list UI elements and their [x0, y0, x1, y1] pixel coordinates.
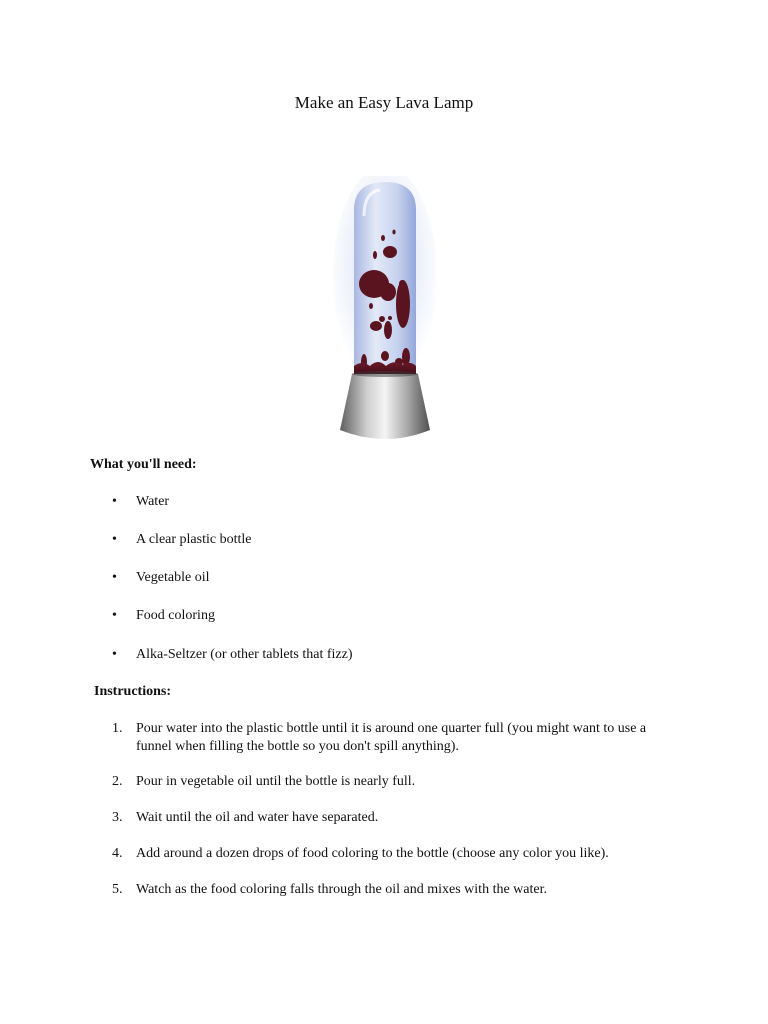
bullet-icon: • — [112, 570, 117, 585]
bullet-icon: • — [112, 608, 117, 623]
supply-text: Vegetable oil — [136, 570, 210, 585]
step-text: Wait until the oil and water have separated. — [136, 810, 379, 825]
supply-text: Water — [136, 494, 170, 509]
lava-lamp-icon — [330, 176, 440, 448]
page-title: Make an Easy Lava Lamp — [294, 93, 474, 112]
bullet-icon: • — [112, 647, 117, 662]
step-number: 1. — [112, 721, 123, 736]
step-number: 2. — [112, 774, 123, 789]
step-text: Pour water into the plastic bottle until it is around one quarter full (you might want to use a funnel when filling the bottle so you don't spill anything). — [136, 721, 647, 754]
supply-text: Food coloring — [136, 608, 215, 623]
supply-text: A clear plastic bottle — [136, 532, 252, 547]
instructions-heading: Instructions: — [94, 684, 172, 699]
step-text: Add around a dozen drops of food coloring to the bottle (choose any color you like). — [136, 846, 609, 861]
bullet-icon: • — [112, 494, 117, 509]
bullet-icon: • — [112, 532, 117, 547]
step-text: Pour in vegetable oil until the bottle is nearly full. — [136, 774, 416, 789]
step-number: 5. — [112, 882, 123, 897]
supply-text: Alka-Seltzer (or other tablets that fizz) — [136, 647, 353, 662]
step-number: 3. — [112, 810, 123, 825]
supplies-heading: What you'll need: — [90, 457, 197, 472]
step-number: 4. — [112, 846, 123, 861]
step-text: Watch as the food coloring falls through the oil and mixes with the water. — [136, 882, 547, 897]
